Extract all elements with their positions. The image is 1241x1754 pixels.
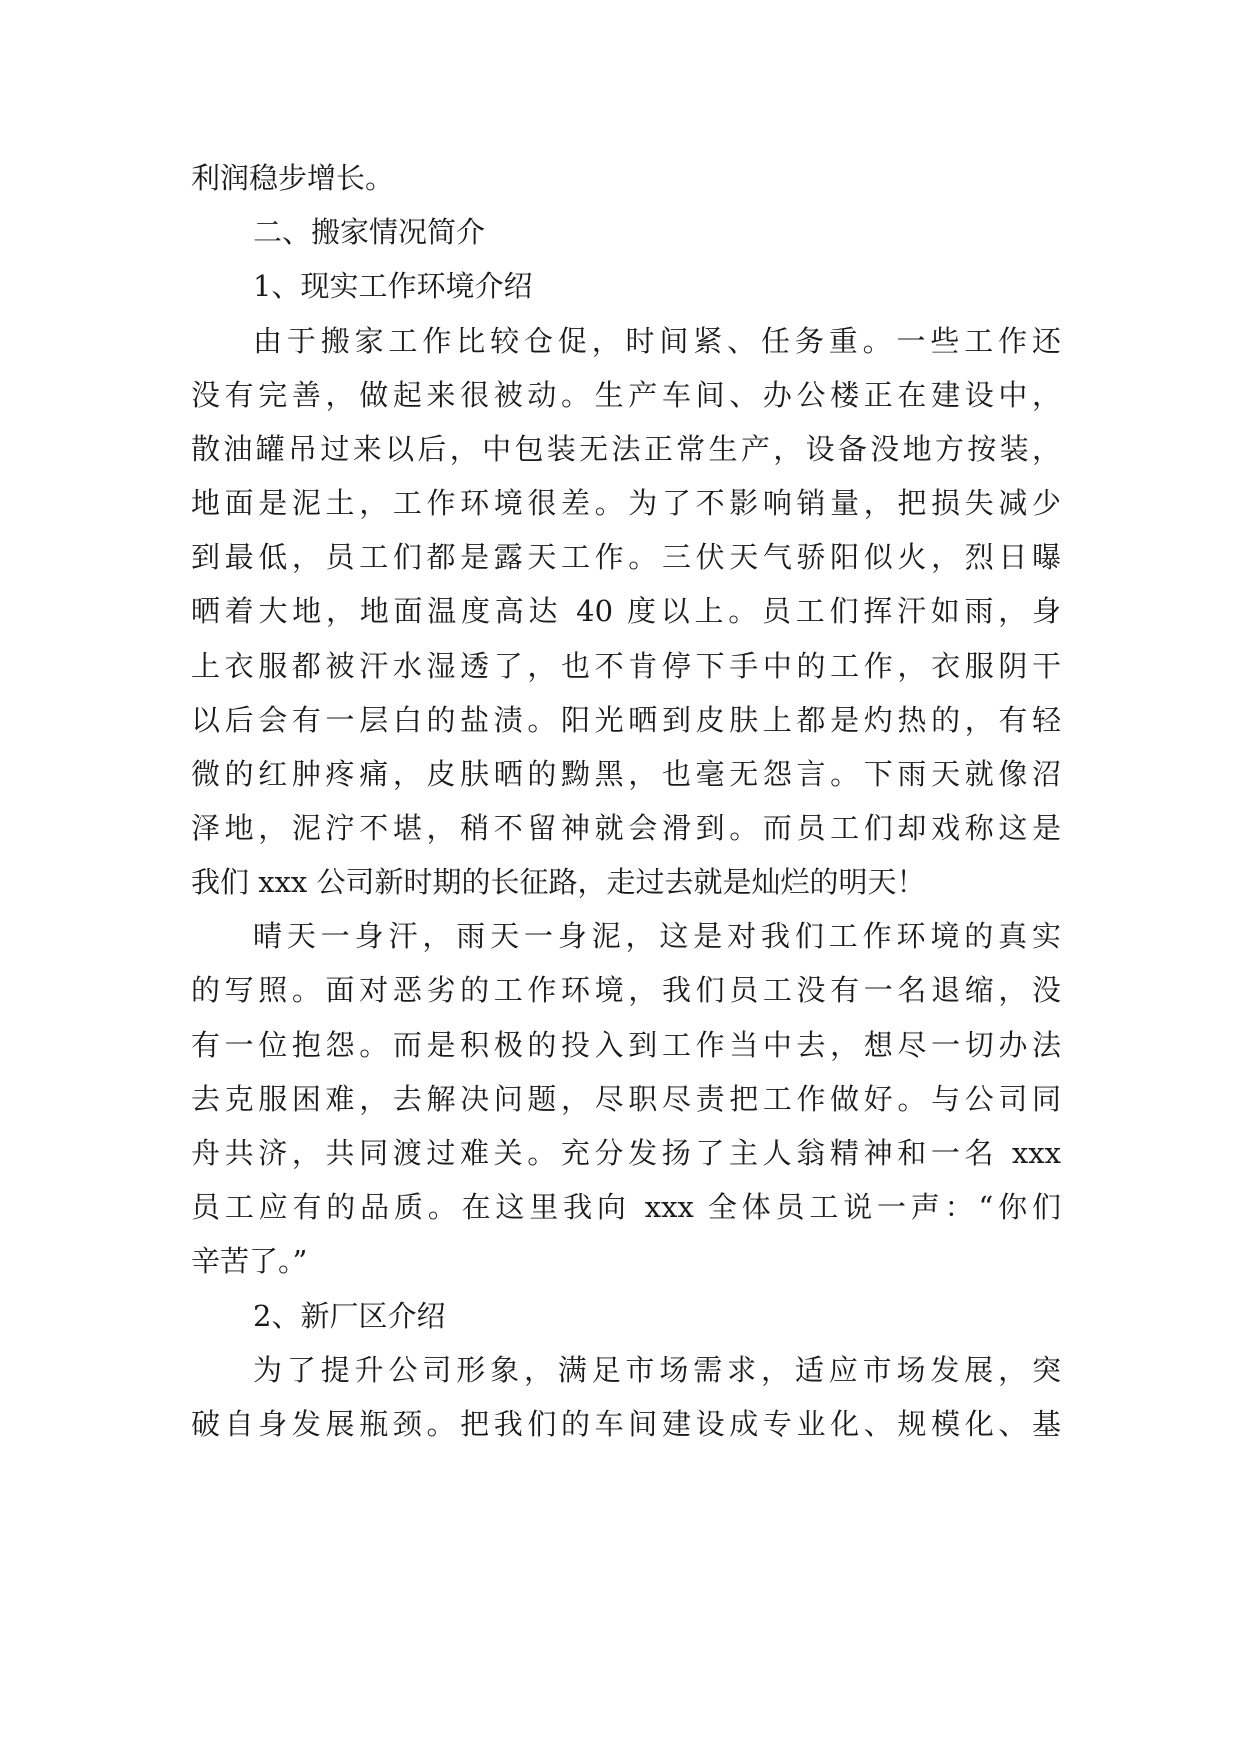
paragraph-line: 微的红肿疼痛，皮肤晒的黝黑，也毫无怨言。下雨天就像沼 (191, 757, 1061, 791)
paragraph-line: 破自身发展瓶颈。把我们的车间建设成专业化、规模化、基 (191, 1407, 1061, 1441)
body-line: 利润稳步增长。 (191, 161, 395, 195)
paragraph-line: 散油罐吊过来以后，中包装无法正常生产，设备没地方按装， (191, 432, 1061, 466)
paragraph-line: 晒着大地，地面温度高达 40 度以上。员工们挥汗如雨，身 (191, 594, 1061, 628)
paragraph-line: 员工应有的品质。在这里我向 xxx 全体员工说一声：“你们 (191, 1190, 1061, 1224)
paragraph-line: 泽地，泥泞不堪，稍不留神就会滑到。而员工们却戏称这是 (191, 811, 1061, 845)
paragraph-line: 没有完善，做起来很被动。生产车间、办公楼正在建设中， (191, 378, 1061, 412)
paragraph-line: 辛苦了。” (191, 1244, 308, 1278)
subsection-heading: 1、现实工作环境介绍 (253, 269, 533, 303)
paragraph-line: 去克服困难，去解决问题，尽职尽责把工作做好。与公司同 (191, 1082, 1061, 1116)
paragraph-line: 的写照。面对恶劣的工作环境，我们员工没有一名退缩，没 (191, 973, 1061, 1007)
paragraph-line: 晴天一身汗，雨天一身泥，这是对我们工作环境的真实 (253, 919, 1061, 953)
paragraph-line: 到最低，员工们都是露天工作。三伏天气骄阳似火，烈日曝 (191, 540, 1061, 574)
paragraph-line: 有一位抱怨。而是积极的投入到工作当中去，想尽一切办法 (191, 1028, 1061, 1062)
paragraph-line: 舟共济，共同渡过难关。充分发扬了主人翁精神和一名 xxx (191, 1136, 1061, 1170)
paragraph-line: 我们 xxx 公司新时期的长征路，走过去就是灿烂的明天！ (191, 865, 926, 899)
paragraph-line: 为了提升公司形象，满足市场需求，适应市场发展，突 (253, 1353, 1061, 1387)
paragraph-line: 由于搬家工作比较仓促，时间紧、任务重。一些工作还 (253, 324, 1061, 358)
subsection-heading: 2、新厂区介绍 (253, 1299, 446, 1333)
paragraph-line: 上衣服都被汗水湿透了，也不肯停下手中的工作，衣服阴干 (191, 649, 1061, 683)
paragraph-line: 以后会有一层白的盐渍。阳光晒到皮肤上都是灼热的，有轻 (191, 703, 1061, 737)
section-heading: 二、搬家情况简介 (253, 215, 486, 249)
paragraph-line: 地面是泥土，工作环境很差。为了不影响销量，把损失减少 (191, 486, 1061, 520)
